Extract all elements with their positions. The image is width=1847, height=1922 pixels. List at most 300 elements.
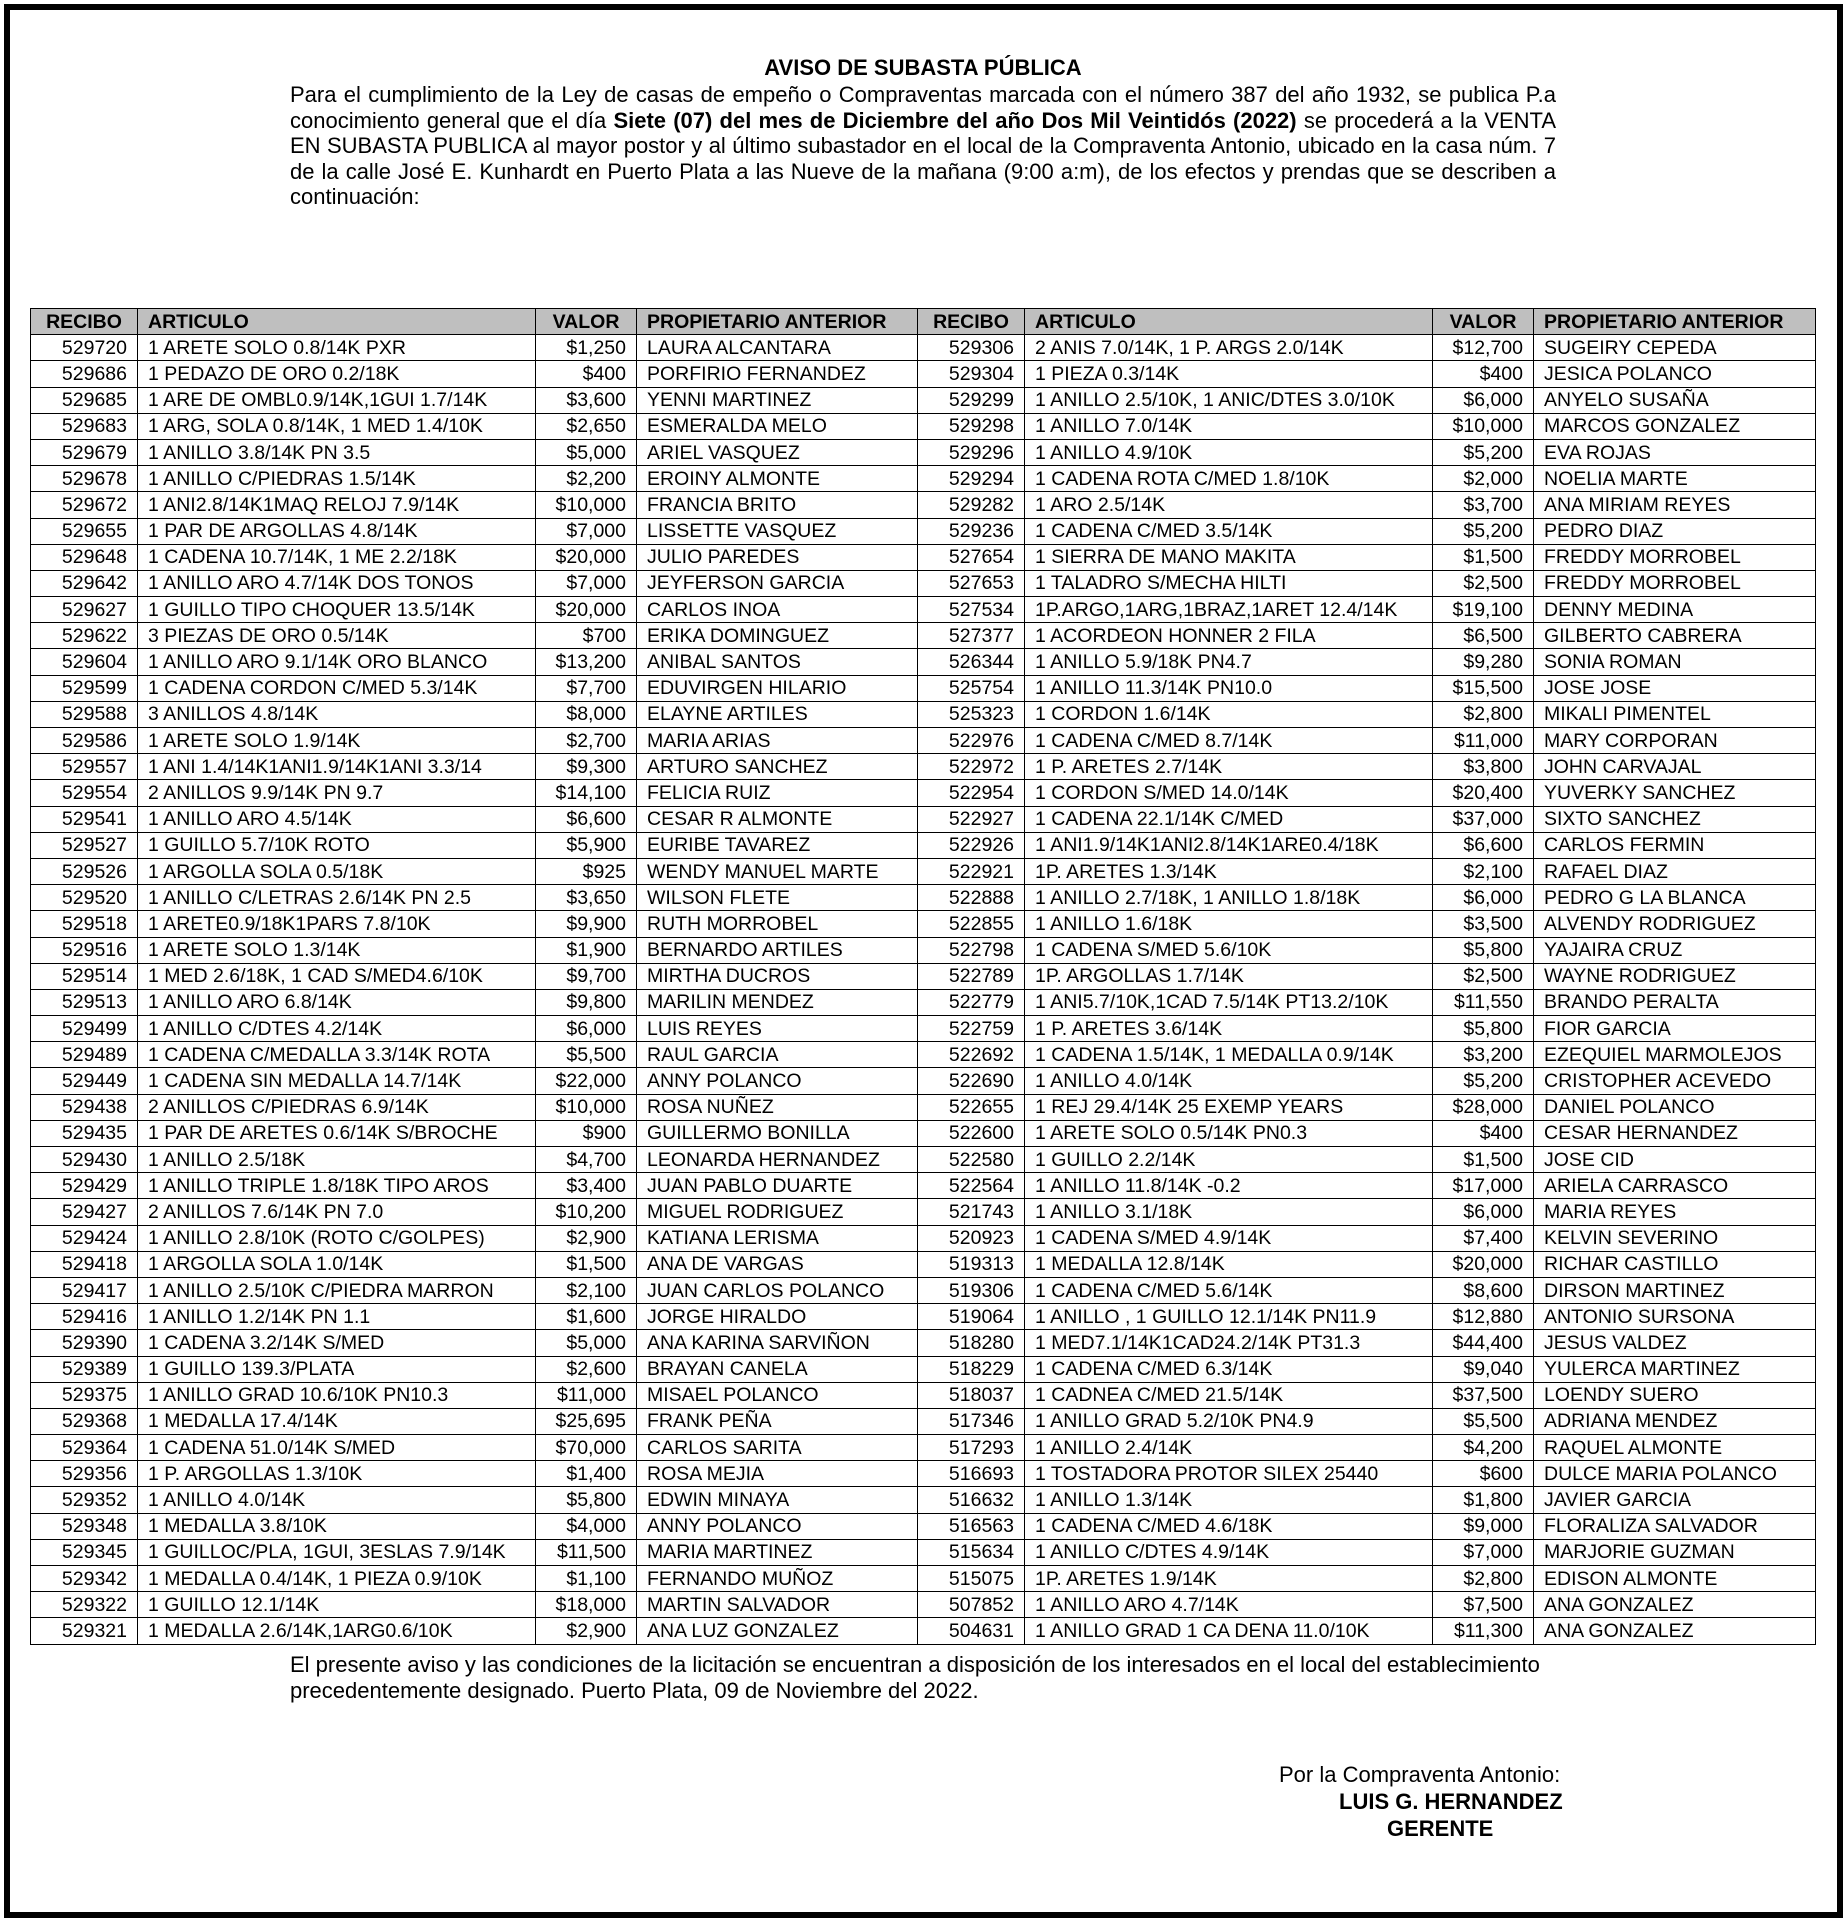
recibo-cell: 529298 [918, 413, 1025, 439]
recibo-cell: 529345 [31, 1539, 138, 1565]
articulo-cell: 1P.ARGO,1ARG,1BRAZ,1ARET 12.4/14K [1025, 597, 1433, 623]
recibo-cell: 529299 [918, 387, 1025, 413]
articulo-cell: 1 ANILLO 4.0/14K [1025, 1068, 1433, 1094]
recibo-cell: 529294 [918, 466, 1025, 492]
articulo-cell: 1 GUILLO 2.2/14K [1025, 1147, 1433, 1173]
propietario-cell: LUIS REYES [637, 1016, 918, 1042]
propietario-cell: PEDRO DIAZ [1534, 518, 1816, 544]
notice-title: AVISO DE SUBASTA PÚBLICA [764, 55, 1082, 80]
recibo-cell: 521743 [918, 1199, 1025, 1225]
valor-cell: $17,000 [1433, 1173, 1534, 1199]
articulo-cell: 2 ANILLOS C/PIEDRAS 6.9/14K [138, 1094, 536, 1120]
propietario-cell: JOHN CARVAJAL [1534, 754, 1816, 780]
propietario-cell: EDUVIRGEN HILARIO [637, 675, 918, 701]
articulo-cell: 1 CADENA S/MED 4.9/14K [1025, 1225, 1433, 1251]
articulo-cell: 1 ANILLO 7.0/14K [1025, 413, 1433, 439]
articulo-cell: 1 ANILLO 1.2/14K PN 1.1 [138, 1304, 536, 1330]
table-row [31, 361, 1816, 387]
recibo-cell: 522972 [918, 754, 1025, 780]
recibo-cell: 507852 [918, 1592, 1025, 1618]
table-row [31, 1435, 1816, 1461]
valor-cell: $19,100 [1433, 597, 1534, 623]
propietario-cell: GILBERTO CABRERA [1534, 623, 1816, 649]
valor-cell: $9,300 [536, 754, 637, 780]
valor-cell: $9,000 [1433, 1513, 1534, 1539]
articulo-cell: 1 GUILLO 12.1/14K [138, 1592, 536, 1618]
table-row [31, 911, 1816, 937]
recibo-cell: 522759 [918, 1016, 1025, 1042]
table-row [31, 1461, 1816, 1487]
propietario-cell: CESAR HERNANDEZ [1534, 1120, 1816, 1146]
articulo-cell: 1 GUILLO TIPO CHOQUER 13.5/14K [138, 597, 536, 623]
table-row [31, 1618, 1816, 1644]
valor-cell: $20,000 [1433, 1251, 1534, 1277]
valor-cell: $4,700 [536, 1147, 637, 1173]
valor-cell: $6,000 [1433, 885, 1534, 911]
articulo-cell: 1 ARG, SOLA 0.8/14K, 1 MED 1.4/10K [138, 413, 536, 439]
table-row [31, 937, 1816, 963]
propietario-cell: MARTIN SALVADOR [637, 1592, 918, 1618]
signature-title: GERENTE [1387, 1816, 1494, 1841]
propietario-cell: MARILIN MENDEZ [637, 989, 918, 1015]
propietario-cell: ANIBAL SANTOS [637, 649, 918, 675]
valor-cell: $20,400 [1433, 780, 1534, 806]
propietario-cell: JUAN CARLOS POLANCO [637, 1277, 918, 1303]
recibo-cell: 517346 [918, 1408, 1025, 1434]
valor-cell: $6,600 [1433, 832, 1534, 858]
propietario-cell: BRAYAN CANELA [637, 1356, 918, 1382]
articulo-cell: 1 P. ARETES 2.7/14K [1025, 754, 1433, 780]
recibo-cell: 520923 [918, 1225, 1025, 1251]
articulo-cell: 1 P. ARGOLLAS 1.3/10K [138, 1461, 536, 1487]
propietario-cell: ELAYNE ARTILES [637, 701, 918, 727]
valor-cell: $6,000 [1433, 387, 1534, 413]
articulo-cell: 1 ANILLO ARO 4.7/14K DOS TONOS [138, 570, 536, 596]
table-row [31, 754, 1816, 780]
articulo-cell: 1 ANILLO ARO 9.1/14K ORO BLANCO [138, 649, 536, 675]
valor-cell: $5,000 [536, 1330, 637, 1356]
articulo-cell: 1 ANI2.8/14K1MAQ RELOJ 7.9/14K [138, 492, 536, 518]
recibo-cell: 529306 [918, 335, 1025, 361]
articulo-cell: 1P. ARETES 1.9/14K [1025, 1566, 1433, 1592]
valor-cell: $1,500 [536, 1251, 637, 1277]
articulo-cell: 1 ANILLO 2.7/18K, 1 ANILLO 1.8/18K [1025, 885, 1433, 911]
valor-cell: $3,800 [1433, 754, 1534, 780]
recibo-cell: 529368 [31, 1408, 138, 1434]
propietario-cell: ANA GONZALEZ [1534, 1592, 1816, 1618]
recibo-cell: 522888 [918, 885, 1025, 911]
recibo-cell: 529342 [31, 1566, 138, 1592]
articulo-cell: 1 PEDAZO DE ORO 0.2/18K [138, 361, 536, 387]
propietario-cell: FRANCIA BRITO [637, 492, 918, 518]
valor-cell: $7,000 [536, 518, 637, 544]
valor-cell: $44,400 [1433, 1330, 1534, 1356]
propietario-cell: ROSA NUÑEZ [637, 1094, 918, 1120]
recibo-cell: 522926 [918, 832, 1025, 858]
valor-cell: $600 [1433, 1461, 1534, 1487]
articulo-cell: 1 ARE DE OMBL0.9/14K,1GUI 1.7/14K [138, 387, 536, 413]
propietario-cell: ANA MIRIAM REYES [1534, 492, 1816, 518]
table-row [31, 1592, 1816, 1618]
signature-company: Por la Compraventa Antonio: [1279, 1762, 1561, 1787]
footer-text: El presente aviso y las condiciones de la licitación se encuentran a disposición de los interesados en el local del establecimiento precedentemente designado. Puerto Plata, 09 de Noviembre del 2022. [290, 1652, 1540, 1703]
valor-cell: $13,200 [536, 649, 637, 675]
valor-cell: $5,200 [1433, 439, 1534, 465]
valor-cell: $6,000 [1433, 1199, 1534, 1225]
articulo-cell: 1 GUILLO 139.3/PLATA [138, 1356, 536, 1382]
table-row [31, 623, 1816, 649]
recibo-cell: 529679 [31, 439, 138, 465]
articulo-cell: 1 TOSTADORA PROTOR SILEX 25440 [1025, 1461, 1433, 1487]
table-row [31, 1304, 1816, 1330]
table-row [31, 675, 1816, 701]
articulo-cell: 1 MED 2.6/18K, 1 CAD S/MED4.6/10K [138, 963, 536, 989]
recibo-cell: 529427 [31, 1199, 138, 1225]
propietario-cell: JEYFERSON GARCIA [637, 570, 918, 596]
articulo-cell: 1 ANILLO 5.9/18K PN4.7 [1025, 649, 1433, 675]
valor-cell: $2,800 [1433, 701, 1534, 727]
valor-cell: $900 [536, 1120, 637, 1146]
propietario-cell: EROINY ALMONTE [637, 466, 918, 492]
valor-cell: $14,100 [536, 780, 637, 806]
propietario-cell: ANYELO SUSAÑA [1534, 387, 1816, 413]
table-row [31, 963, 1816, 989]
propietario-cell: SIXTO SANCHEZ [1534, 806, 1816, 832]
recibo-cell: 522927 [918, 806, 1025, 832]
articulo-cell: 1 CADENA C/MEDALLA 3.3/14K ROTA [138, 1042, 536, 1068]
intro-text-start: Para el cumplimiento de la Ley de casas de empeño o Compraventas marcada con el número 387 del año 1932, se publica P.a conocimiento general que el día [290, 82, 1556, 133]
propietario-cell: BERNARDO ARTILES [637, 937, 918, 963]
propietario-cell: RICHAR CASTILLO [1534, 1251, 1816, 1277]
propietario-cell: PORFIRIO FERNANDEZ [637, 361, 918, 387]
valor-cell: $9,800 [536, 989, 637, 1015]
table-row [31, 1487, 1816, 1513]
articulo-cell: 1 CADENA SIN MEDALLA 14.7/14K [138, 1068, 536, 1094]
propietario-cell: YENNI MARTINEZ [637, 387, 918, 413]
recibo-cell: 529622 [31, 623, 138, 649]
propietario-cell: RAQUEL ALMONTE [1534, 1435, 1816, 1461]
valor-cell: $7,400 [1433, 1225, 1534, 1251]
table-row [31, 387, 1816, 413]
propietario-cell: FELICIA RUIZ [637, 780, 918, 806]
valor-cell: $400 [1433, 361, 1534, 387]
recibo-cell: 527534 [918, 597, 1025, 623]
recibo-cell: 529389 [31, 1356, 138, 1382]
propietario-cell: YAJAIRA CRUZ [1534, 937, 1816, 963]
recibo-cell: 518229 [918, 1356, 1025, 1382]
valor-cell: $10,000 [1433, 413, 1534, 439]
recibo-cell: 522690 [918, 1068, 1025, 1094]
articulo-cell: 1 MEDALLA 0.4/14K, 1 PIEZA 0.9/10K [138, 1566, 536, 1592]
table-row [31, 1408, 1816, 1434]
propietario-cell: DANIEL POLANCO [1534, 1094, 1816, 1120]
intro-auction-date: Siete (07) del mes de Diciembre del año Dos Mil Veintidós (2022) [613, 107, 1297, 133]
recibo-cell: 522789 [918, 963, 1025, 989]
table-row [31, 492, 1816, 518]
recibo-cell: 529604 [31, 649, 138, 675]
table-row [31, 1566, 1816, 1592]
table-row [31, 1042, 1816, 1068]
articulo-cell: 1 TALADRO S/MECHA HILTI [1025, 570, 1433, 596]
propietario-cell: ESMERALDA MELO [637, 413, 918, 439]
recibo-cell: 529516 [31, 937, 138, 963]
propietario-cell: DULCE MARIA POLANCO [1534, 1461, 1816, 1487]
recibo-cell: 529322 [31, 1592, 138, 1618]
propietario-cell: LOENDY SUERO [1534, 1382, 1816, 1408]
propietario-cell: MIRTHA DUCROS [637, 963, 918, 989]
valor-cell: $1,400 [536, 1461, 637, 1487]
recibo-cell: 527653 [918, 570, 1025, 596]
valor-cell: $12,700 [1433, 335, 1534, 361]
recibo-cell: 529499 [31, 1016, 138, 1042]
articulo-cell: 1 ANILLO C/PIEDRAS 1.5/14K [138, 466, 536, 492]
articulo-cell: 2 ANILLOS 7.6/14K PN 7.0 [138, 1199, 536, 1225]
articulo-cell: 1 ANILLO GRAD 5.2/10K PN4.9 [1025, 1408, 1433, 1434]
recibo-cell: 522976 [918, 728, 1025, 754]
propietario-cell: MARIA ARIAS [637, 728, 918, 754]
table-row [31, 1330, 1816, 1356]
recibo-cell: 529430 [31, 1147, 138, 1173]
articulo-cell: 1 CADENA 10.7/14K, 1 ME 2.2/18K [138, 544, 536, 570]
propietario-cell: KELVIN SEVERINO [1534, 1225, 1816, 1251]
articulo-cell: 1 ANILLO C/LETRAS 2.6/14K PN 2.5 [138, 885, 536, 911]
valor-cell: $5,800 [536, 1487, 637, 1513]
recibo-cell: 529356 [31, 1461, 138, 1487]
valor-cell: $11,000 [1433, 728, 1534, 754]
recibo-cell: 529588 [31, 701, 138, 727]
articulo-cell: 1 MEDALLA 17.4/14K [138, 1408, 536, 1434]
articulo-cell: 1 ANILLO 2.5/10K, 1 ANIC/DTES 3.0/10K [1025, 387, 1433, 413]
propietario-cell: MARJORIE GUZMAN [1534, 1539, 1816, 1565]
valor-cell: $1,800 [1433, 1487, 1534, 1513]
articulo-cell: 1 CORDON S/MED 14.0/14K [1025, 780, 1433, 806]
propietario-cell: MIGUEL RODRIGUEZ [637, 1199, 918, 1225]
propietario-cell: NOELIA MARTE [1534, 466, 1816, 492]
valor-cell: $28,000 [1433, 1094, 1534, 1120]
articulo-cell: 1 ANILLO GRAD 10.6/10K PN10.3 [138, 1382, 536, 1408]
propietario-cell: MARCOS GONZALEZ [1534, 413, 1816, 439]
valor-cell: $10,000 [536, 1094, 637, 1120]
propietario-cell: ROSA MEJIA [637, 1461, 918, 1487]
table-row [31, 1173, 1816, 1199]
propietario-cell: RAUL GARCIA [637, 1042, 918, 1068]
valor-cell: $1,500 [1433, 1147, 1534, 1173]
recibo-cell: 504631 [918, 1618, 1025, 1644]
recibo-cell: 529321 [31, 1618, 138, 1644]
table-row [31, 466, 1816, 492]
propietario-cell: ANA KARINA SARVIÑON [637, 1330, 918, 1356]
valor-cell: $7,000 [1433, 1539, 1534, 1565]
articulo-cell: 1 CADNEA C/MED 21.5/14K [1025, 1382, 1433, 1408]
recibo-cell: 529236 [918, 518, 1025, 544]
articulo-cell: 1 ANILLO GRAD 1 CA DENA 11.0/10K [1025, 1618, 1433, 1644]
valor-cell: $5,200 [1433, 518, 1534, 544]
valor-cell: $3,600 [536, 387, 637, 413]
propietario-cell: CARLOS SARITA [637, 1435, 918, 1461]
recibo-cell: 522580 [918, 1147, 1025, 1173]
recibo-cell: 529557 [31, 754, 138, 780]
recibo-cell: 522855 [918, 911, 1025, 937]
recibo-cell: 529375 [31, 1382, 138, 1408]
recibo-cell: 522564 [918, 1173, 1025, 1199]
recibo-cell: 519313 [918, 1251, 1025, 1277]
signature-name: LUIS G. HERNANDEZ [1339, 1789, 1563, 1814]
propietario-cell: JOSE JOSE [1534, 675, 1816, 701]
articulo-cell: 1 ARETE SOLO 1.9/14K [138, 728, 536, 754]
valor-cell: $5,200 [1433, 1068, 1534, 1094]
articulo-cell: 1 P. ARETES 3.6/14K [1025, 1016, 1433, 1042]
propietario-cell: DIRSON MARTINEZ [1534, 1277, 1816, 1303]
recibo-cell: 515075 [918, 1566, 1025, 1592]
valor-cell: $10,000 [536, 492, 637, 518]
propietario-cell: FIOR GARCIA [1534, 1016, 1816, 1042]
table-row [31, 1199, 1816, 1225]
articulo-cell: 1 CADENA 1.5/14K, 1 MEDALLA 0.9/14K [1025, 1042, 1433, 1068]
recibo-cell: 529672 [31, 492, 138, 518]
propietario-cell: JESICA POLANCO [1534, 361, 1816, 387]
valor-cell: $9,040 [1433, 1356, 1534, 1382]
valor-cell: $2,200 [536, 466, 637, 492]
signature-block [1240, 1761, 1620, 1842]
propietario-cell: LISSETTE VASQUEZ [637, 518, 918, 544]
valor-cell: $2,900 [536, 1225, 637, 1251]
valor-cell: $5,000 [536, 439, 637, 465]
articulo-cell: 1 ANILLO 2.4/14K [1025, 1435, 1433, 1461]
articulo-cell: 1 CADENA C/MED 4.6/18K [1025, 1513, 1433, 1539]
articulo-cell: 1 ANILLO 1.6/18K [1025, 911, 1433, 937]
recibo-cell: 527377 [918, 623, 1025, 649]
articulo-cell: 1 ANILLO 4.9/10K [1025, 439, 1433, 465]
intro-text-end: se procederá a la VENTA EN SUBASTA PUBLICA al mayor postor y al último subastador en el local de la Compraventa Antonio, ubicado en la casa núm. 7 de la calle José E. Kunhardt en Puerto Plata a las Nueve de la mañana (9:00 a:m), de los efectos y prendas que se describen a continuación: [290, 107, 1556, 209]
valor-cell: $2,900 [536, 1618, 637, 1644]
articulo-cell: 1 ANI5.7/10K,1CAD 7.5/14K PT13.2/10K [1025, 989, 1433, 1015]
articulo-cell: 1 REJ 29.4/14K 25 EXEMP YEARS [1025, 1094, 1433, 1120]
recibo-cell: 529655 [31, 518, 138, 544]
articulo-cell: 1 PAR DE ARETES 0.6/14K S/BROCHE [138, 1120, 536, 1146]
valor-cell: $1,100 [536, 1566, 637, 1592]
recibo-cell: 529416 [31, 1304, 138, 1330]
table-row [31, 570, 1816, 596]
table-row [31, 1120, 1816, 1146]
recibo-cell: 529599 [31, 675, 138, 701]
articulo-cell: 1 ANILLO 1.3/14K [1025, 1487, 1433, 1513]
recibo-cell: 529518 [31, 911, 138, 937]
table-row [31, 858, 1816, 884]
valor-cell: $2,000 [1433, 466, 1534, 492]
articulo-cell: 1 MEDALLA 2.6/14K,1ARG0.6/10K [138, 1618, 536, 1644]
articulo-cell: 1 ARETE SOLO 1.3/14K [138, 937, 536, 963]
valor-cell: $5,500 [1433, 1408, 1534, 1434]
articulo-cell: 1 CADENA 3.2/14K S/MED [138, 1330, 536, 1356]
articulo-cell: 1 MEDALLA 12.8/14K [1025, 1251, 1433, 1277]
articulo-cell: 1 ANILLO , 1 GUILLO 12.1/14K PN11.9 [1025, 1304, 1433, 1330]
valor-cell: $2,800 [1433, 1566, 1534, 1592]
propietario-cell: MISAEL POLANCO [637, 1382, 918, 1408]
valor-cell: $1,900 [536, 937, 637, 963]
propietario-cell: JUAN PABLO DUARTE [637, 1173, 918, 1199]
articulo-cell: 2 ANILLOS 9.9/14K PN 9.7 [138, 780, 536, 806]
articulo-cell: 1 ANILLO 11.8/14K -0.2 [1025, 1173, 1433, 1199]
table-row [31, 544, 1816, 570]
recibo-cell: 522692 [918, 1042, 1025, 1068]
propietario-cell: MARIA REYES [1534, 1199, 1816, 1225]
articulo-cell: 1 CADENA CORDON C/MED 5.3/14K [138, 675, 536, 701]
valor-cell: $5,800 [1433, 1016, 1534, 1042]
recibo-cell: 519064 [918, 1304, 1025, 1330]
valor-cell: $5,500 [536, 1042, 637, 1068]
articulo-cell: 1 ANILLO C/DTES 4.9/14K [1025, 1539, 1433, 1565]
recibo-cell: 522798 [918, 937, 1025, 963]
valor-cell: $3,200 [1433, 1042, 1534, 1068]
recibo-cell: 515634 [918, 1539, 1025, 1565]
table-row [31, 1147, 1816, 1173]
valor-cell: $4,200 [1433, 1435, 1534, 1461]
recibo-cell: 519306 [918, 1277, 1025, 1303]
propietario-cell: ALVENDY RODRIGUEZ [1534, 911, 1816, 937]
valor-cell: $1,600 [536, 1304, 637, 1330]
valor-cell: $11,000 [536, 1382, 637, 1408]
recibo-cell: 518037 [918, 1382, 1025, 1408]
articulo-cell: 1 ANILLO 4.0/14K [138, 1487, 536, 1513]
propietario-cell: EDISON ALMONTE [1534, 1566, 1816, 1592]
recibo-cell: 529438 [31, 1094, 138, 1120]
propietario-cell: FRANK PEÑA [637, 1408, 918, 1434]
valor-cell: $3,400 [536, 1173, 637, 1199]
valor-cell: $9,900 [536, 911, 637, 937]
valor-cell: $70,000 [536, 1435, 637, 1461]
propietario-cell: PEDRO G LA BLANCA [1534, 885, 1816, 911]
table-row [31, 597, 1816, 623]
recibo-cell: 529541 [31, 806, 138, 832]
articulo-cell: 1 CORDON 1.6/14K [1025, 701, 1433, 727]
recibo-cell: 529554 [31, 780, 138, 806]
propietario-cell: MIKALI PIMENTEL [1534, 701, 1816, 727]
valor-cell: $925 [536, 858, 637, 884]
propietario-cell: JULIO PAREDES [637, 544, 918, 570]
propietario-cell: FREDDY MORROBEL [1534, 570, 1816, 596]
recibo-cell: 529304 [918, 361, 1025, 387]
valor-cell: $1,250 [536, 335, 637, 361]
articulo-cell: 1 ANILLO ARO 4.5/14K [138, 806, 536, 832]
articulo-cell: 1 ANILLO 2.5/18K [138, 1147, 536, 1173]
propietario-cell: ANTONIO SURSONA [1534, 1304, 1816, 1330]
articulo-cell: 1 ANILLO ARO 4.7/14K [1025, 1592, 1433, 1618]
recibo-cell: 529642 [31, 570, 138, 596]
propietario-cell: ANA DE VARGAS [637, 1251, 918, 1277]
propietario-cell: RAFAEL DIAZ [1534, 858, 1816, 884]
articulo-cell: 1 ARETE SOLO 0.8/14K PXR [138, 335, 536, 361]
articulo-cell: 1 ANILLO 2.8/10K (ROTO C/GOLPES) [138, 1225, 536, 1251]
table-row [31, 1277, 1816, 1303]
recibo-cell: 529348 [31, 1513, 138, 1539]
propietario-cell: LEONARDA HERNANDEZ [637, 1147, 918, 1173]
recibo-cell: 529627 [31, 597, 138, 623]
valor-cell: $2,650 [536, 413, 637, 439]
articulo-cell: 1 CADENA C/MED 6.3/14K [1025, 1356, 1433, 1382]
table-row [31, 1251, 1816, 1277]
table-row [31, 1225, 1816, 1251]
propietario-cell: EVA ROJAS [1534, 439, 1816, 465]
header-propietario: PROPIETARIO ANTERIOR [1534, 309, 1816, 335]
articulo-cell: 1 PIEZA 0.3/14K [1025, 361, 1433, 387]
valor-cell: $3,650 [536, 885, 637, 911]
articulo-cell: 1 ARO 2.5/14K [1025, 492, 1433, 518]
recibo-cell: 529685 [31, 387, 138, 413]
table-header-row [31, 309, 1816, 335]
valor-cell: $2,500 [1433, 963, 1534, 989]
propietario-cell: CARLOS FERMIN [1534, 832, 1816, 858]
articulo-cell: 1 ANI1.9/14K1ANI2.8/14K1ARE0.4/18K [1025, 832, 1433, 858]
